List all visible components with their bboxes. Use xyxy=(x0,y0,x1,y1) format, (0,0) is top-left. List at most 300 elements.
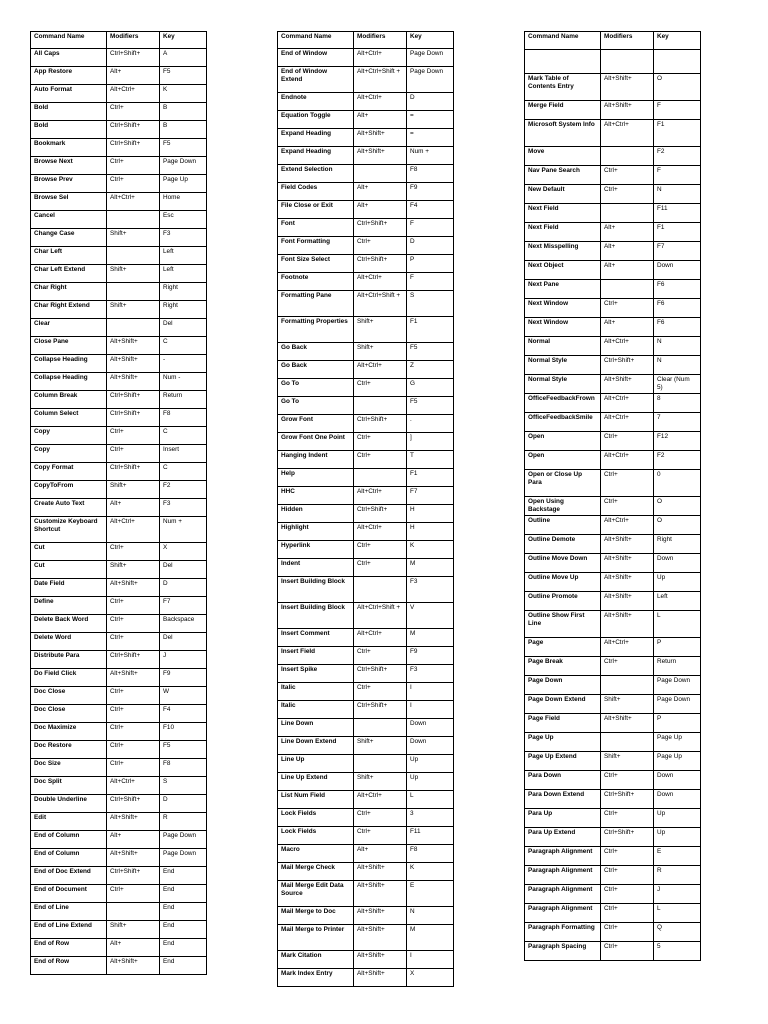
key-cell: F7 xyxy=(407,487,454,505)
table-row xyxy=(31,355,207,373)
modifiers-cell xyxy=(354,755,407,773)
key-cell: F xyxy=(407,219,454,237)
table-row xyxy=(278,67,454,93)
command-name-cell: Italic xyxy=(278,701,354,719)
key-cell: Page Down xyxy=(160,157,207,175)
command-name-cell: Doc Size xyxy=(31,759,107,777)
key-cell: W xyxy=(160,687,207,705)
table-row xyxy=(31,885,207,903)
modifiers-cell: Shift+ xyxy=(107,561,160,579)
key-cell: Down xyxy=(654,790,701,809)
command-name-cell: Font Formatting xyxy=(278,237,354,255)
modifiers-cell: Shift+ xyxy=(601,752,654,771)
modifiers-cell: Shift+ xyxy=(107,921,160,939)
command-name-cell: Indent xyxy=(278,559,354,577)
command-name-cell: Bold xyxy=(31,103,107,121)
table-row xyxy=(31,229,207,247)
modifiers-cell: Ctrl+ xyxy=(354,237,407,255)
key-cell: F1 xyxy=(407,317,454,343)
table-row xyxy=(278,237,454,255)
modifiers-cell: Ctrl+ xyxy=(107,543,160,561)
key-cell: R xyxy=(160,813,207,831)
key-cell: C xyxy=(160,463,207,481)
table-row xyxy=(31,193,207,211)
key-cell: P xyxy=(654,714,701,733)
command-name-cell: Endnote xyxy=(278,93,354,111)
key-cell: Backspace xyxy=(160,615,207,633)
command-name-cell: Page Up xyxy=(525,733,601,752)
key-cell: End xyxy=(160,939,207,957)
key-cell: I xyxy=(407,683,454,701)
modifiers-cell: Alt+Shift+ xyxy=(601,714,654,733)
modifiers-cell: Ctrl+Shift+ xyxy=(354,505,407,523)
command-name-cell: End of Window Extend xyxy=(278,67,354,93)
command-name-cell: Copy xyxy=(31,427,107,445)
modifiers-cell: Alt+ xyxy=(354,845,407,863)
table-row xyxy=(31,103,207,121)
command-name-cell: Browse Next xyxy=(31,157,107,175)
command-name-cell: Expand Heading xyxy=(278,129,354,147)
table-row xyxy=(31,373,207,391)
key-cell: Down xyxy=(407,737,454,755)
command-name-cell: Line Up xyxy=(278,755,354,773)
table-row xyxy=(31,921,207,939)
modifiers-cell xyxy=(601,280,654,299)
table-row xyxy=(525,752,701,771)
command-name-cell: App Restore xyxy=(31,67,107,85)
table-row xyxy=(525,573,701,592)
modifiers-cell: Alt+Shift+ xyxy=(601,554,654,573)
key-cell: Up xyxy=(407,773,454,791)
command-name-cell: Open xyxy=(525,432,601,451)
table-row xyxy=(278,809,454,827)
modifiers-cell: Ctrl+ xyxy=(107,157,160,175)
key-cell: X xyxy=(407,969,454,987)
key-cell: 8 xyxy=(654,394,701,413)
key-cell: Page Up xyxy=(160,175,207,193)
key-cell: F xyxy=(407,273,454,291)
key-cell xyxy=(654,50,701,74)
key-cell: P xyxy=(654,638,701,657)
modifiers-cell: Ctrl+ xyxy=(107,103,160,121)
command-name-cell: Nav Pane Search xyxy=(525,166,601,185)
table-row xyxy=(525,261,701,280)
table-row xyxy=(525,432,701,451)
modifiers-cell: Alt+Ctrl+ xyxy=(354,361,407,379)
key-cell: F3 xyxy=(407,577,454,603)
modifiers-cell: Ctrl+Shift+ xyxy=(107,409,160,427)
modifiers-cell: Ctrl+ xyxy=(354,451,407,469)
modifiers-cell: Alt+ xyxy=(601,242,654,261)
table-row xyxy=(31,687,207,705)
table-row xyxy=(525,242,701,261)
key-cell: Up xyxy=(654,809,701,828)
modifiers-cell: Alt+Ctrl+ xyxy=(354,487,407,505)
table-row xyxy=(31,669,207,687)
key-cell: J xyxy=(654,885,701,904)
command-name-cell: Mark Citation xyxy=(278,951,354,969)
command-name-cell: Copy Format xyxy=(31,463,107,481)
command-name-cell: End of Window xyxy=(278,49,354,67)
table-row xyxy=(525,942,701,961)
table-row xyxy=(525,101,701,120)
table-row xyxy=(525,535,701,554)
modifiers-cell: Ctrl+Shift+ xyxy=(107,795,160,813)
table-row xyxy=(278,737,454,755)
key-cell: F1 xyxy=(654,120,701,147)
table-row xyxy=(278,147,454,165)
key-cell: D xyxy=(407,237,454,255)
key-cell: = xyxy=(407,129,454,147)
command-name-cell: Hanging Indent xyxy=(278,451,354,469)
command-name-cell: Expand Heading xyxy=(278,147,354,165)
modifiers-cell: Ctrl+Shift+ xyxy=(601,356,654,375)
command-name-cell: Char Left xyxy=(31,247,107,265)
modifiers-cell: Alt+ xyxy=(107,939,160,957)
key-cell: F8 xyxy=(407,845,454,863)
key-cell: Left xyxy=(160,265,207,283)
key-cell: F6 xyxy=(654,318,701,337)
table-row xyxy=(278,291,454,317)
key-cell: Page Down xyxy=(407,49,454,67)
command-name-cell: Font Size Select xyxy=(278,255,354,273)
key-cell: F2 xyxy=(160,481,207,499)
command-name-cell: Double Underline xyxy=(31,795,107,813)
modifiers-cell xyxy=(354,469,407,487)
command-name-cell: Next Window xyxy=(525,299,601,318)
key-cell: F9 xyxy=(160,669,207,687)
key-cell: Page Down xyxy=(160,831,207,849)
command-name-cell: Italic xyxy=(278,683,354,701)
table-row xyxy=(31,867,207,885)
table-row xyxy=(31,831,207,849)
table-row xyxy=(31,481,207,499)
table-row xyxy=(278,397,454,415)
command-name-cell: New Default xyxy=(525,185,601,204)
command-name-cell: Page Down Extend xyxy=(525,695,601,714)
key-cell: K xyxy=(407,863,454,881)
key-cell: Home xyxy=(160,193,207,211)
table-row xyxy=(31,543,207,561)
modifiers-cell: Alt+Ctrl+Shift + xyxy=(354,291,407,317)
command-name-cell: Collapse Heading xyxy=(31,373,107,391)
command-name-cell: Hyperlink xyxy=(278,541,354,559)
table-row xyxy=(278,183,454,201)
key-cell: G xyxy=(407,379,454,397)
modifiers-cell: Alt+Ctrl+ xyxy=(601,413,654,432)
command-name-cell: Line Up Extend xyxy=(278,773,354,791)
key-cell: F5 xyxy=(160,741,207,759)
command-name-cell: Create Auto Text xyxy=(31,499,107,517)
modifiers-cell: Ctrl+ xyxy=(354,647,407,665)
table-row xyxy=(278,701,454,719)
table-row xyxy=(278,111,454,129)
command-name-header: Command Name xyxy=(278,32,354,49)
table-row xyxy=(278,863,454,881)
command-name-cell: Next Field xyxy=(525,223,601,242)
key-cell: F8 xyxy=(160,409,207,427)
command-name-cell: Open or Close Up Para xyxy=(525,470,601,497)
modifiers-cell: Shift+ xyxy=(354,317,407,343)
command-name-cell: Close Pane xyxy=(31,337,107,355)
table-row xyxy=(278,951,454,969)
modifiers-cell: Alt+Shift+ xyxy=(601,74,654,101)
command-name-cell: Grow Font xyxy=(278,415,354,433)
key-cell: I xyxy=(407,951,454,969)
table-row xyxy=(525,394,701,413)
key-cell: B xyxy=(160,103,207,121)
table-row xyxy=(525,638,701,657)
command-name-cell: Collapse Heading xyxy=(31,355,107,373)
modifiers-cell xyxy=(107,903,160,921)
modifiers-cell: Alt+Shift+ xyxy=(107,579,160,597)
command-name-cell: OfficeFeedbackSmile xyxy=(525,413,601,432)
key-cell: F8 xyxy=(160,759,207,777)
table-row xyxy=(31,427,207,445)
command-name-cell: All Caps xyxy=(31,49,107,67)
command-name-cell: Mail Merge Check xyxy=(278,863,354,881)
command-name-cell: Field Codes xyxy=(278,183,354,201)
command-name-cell: End of Line Extend xyxy=(31,921,107,939)
key-cell: F11 xyxy=(407,827,454,845)
modifiers-cell: Ctrl+Shift+ xyxy=(107,139,160,157)
modifiers-cell xyxy=(601,733,654,752)
table-row xyxy=(31,247,207,265)
command-name-cell: End of Document xyxy=(31,885,107,903)
modifiers-cell: Alt+ xyxy=(107,499,160,517)
table-row xyxy=(278,415,454,433)
table-row xyxy=(525,516,701,535)
table-row xyxy=(278,907,454,925)
table-row xyxy=(31,723,207,741)
modifiers-cell: Alt+ xyxy=(354,111,407,129)
modifiers-cell: Alt+Shift+ xyxy=(354,881,407,907)
table-row xyxy=(278,755,454,773)
table-row xyxy=(278,881,454,907)
key-cell: 7 xyxy=(654,413,701,432)
command-name-cell: Next Pane xyxy=(525,280,601,299)
modifiers-cell: Shift+ xyxy=(107,481,160,499)
table-row xyxy=(278,201,454,219)
table-row xyxy=(31,409,207,427)
table-row xyxy=(525,74,701,101)
command-name-cell: Cut xyxy=(31,543,107,561)
command-name-cell: Outline Promote xyxy=(525,592,601,611)
key-cell: F xyxy=(654,166,701,185)
modifiers-cell: Alt+Shift+ xyxy=(601,573,654,592)
modifiers-cell: Shift+ xyxy=(601,695,654,714)
modifiers-cell: Ctrl+ xyxy=(107,885,160,903)
table-row xyxy=(525,337,701,356)
table-row xyxy=(31,741,207,759)
table-row xyxy=(278,93,454,111)
command-name-cell: Next Misspelling xyxy=(525,242,601,261)
command-name-cell: Para Up xyxy=(525,809,601,828)
table-row xyxy=(278,219,454,237)
table-row xyxy=(525,147,701,166)
modifiers-cell: Alt+Ctrl+ xyxy=(601,394,654,413)
table-row xyxy=(31,265,207,283)
table-row xyxy=(31,777,207,795)
modifiers-cell: Ctrl+Shift+ xyxy=(354,219,407,237)
modifiers-cell: Alt+ xyxy=(354,183,407,201)
modifiers-cell: Ctrl+Shift+ xyxy=(601,828,654,847)
modifiers-cell xyxy=(107,319,160,337)
command-name-cell: Column Select xyxy=(31,409,107,427)
command-name-cell: Equation Toggle xyxy=(278,111,354,129)
command-name-cell: Font xyxy=(278,219,354,237)
key-cell: D xyxy=(407,93,454,111)
command-name-cell: Paragraph Alignment xyxy=(525,904,601,923)
key-cell: 3 xyxy=(407,809,454,827)
key-cell: End xyxy=(160,957,207,975)
modifiers-cell: Ctrl+Shift+ xyxy=(107,463,160,481)
command-name-cell: Insert Field xyxy=(278,647,354,665)
command-name-cell: End of Row xyxy=(31,957,107,975)
key-cell: F7 xyxy=(654,242,701,261)
command-name-cell: Line Down xyxy=(278,719,354,737)
table-row xyxy=(31,759,207,777)
modifiers-cell: Ctrl+ xyxy=(354,433,407,451)
table-row xyxy=(525,318,701,337)
modifiers-cell: Ctrl+ xyxy=(601,470,654,497)
key-cell: L xyxy=(407,791,454,809)
key-cell: Right xyxy=(160,283,207,301)
table-row xyxy=(525,451,701,470)
modifiers-cell: Alt+ xyxy=(354,201,407,219)
key-header: Key xyxy=(654,32,701,50)
modifiers-cell: Alt+ xyxy=(601,318,654,337)
key-cell: O xyxy=(654,497,701,516)
key-cell: F xyxy=(654,101,701,120)
command-name-cell: End of Column xyxy=(31,849,107,867)
table-row xyxy=(525,923,701,942)
table-header-row xyxy=(278,32,454,49)
command-name-cell: Page Break xyxy=(525,657,601,676)
table-row xyxy=(278,469,454,487)
table-row xyxy=(525,185,701,204)
table-row xyxy=(525,120,701,147)
modifiers-cell: Ctrl+ xyxy=(107,723,160,741)
table-row xyxy=(278,827,454,845)
key-cell: 5 xyxy=(654,942,701,961)
key-cell: F5 xyxy=(160,67,207,85)
key-cell: Return xyxy=(654,657,701,676)
modifiers-cell: Shift+ xyxy=(354,773,407,791)
modifiers-cell: Ctrl+ xyxy=(601,923,654,942)
command-name-cell: Para Down Extend xyxy=(525,790,601,809)
modifiers-cell: Ctrl+ xyxy=(354,827,407,845)
command-name-cell: Formatting Pane xyxy=(278,291,354,317)
table-row xyxy=(31,651,207,669)
modifiers-cell xyxy=(354,165,407,183)
command-name-cell: Move xyxy=(525,147,601,166)
command-name-cell: Highlight xyxy=(278,523,354,541)
table-row xyxy=(31,85,207,103)
command-name-cell: Cancel xyxy=(31,211,107,229)
key-cell: T xyxy=(407,451,454,469)
modifiers-cell: Ctrl+ xyxy=(601,657,654,676)
modifiers-cell: Ctrl+ xyxy=(601,847,654,866)
modifiers-cell: Ctrl+Shift+ xyxy=(107,867,160,885)
command-name-cell: Distribute Para xyxy=(31,651,107,669)
command-name-header: Command Name xyxy=(525,32,601,50)
command-name-cell: Doc Split xyxy=(31,777,107,795)
table-row xyxy=(31,849,207,867)
command-name-cell: Cut xyxy=(31,561,107,579)
command-name-cell: Next Window xyxy=(525,318,601,337)
table-row xyxy=(525,611,701,638)
command-name-header: Command Name xyxy=(31,32,107,49)
key-cell: N xyxy=(654,356,701,375)
modifiers-cell: Alt+Shift+ xyxy=(354,969,407,987)
table-row xyxy=(31,175,207,193)
key-cell: M xyxy=(407,559,454,577)
key-cell: F5 xyxy=(160,139,207,157)
table-row xyxy=(278,49,454,67)
key-cell: B xyxy=(160,121,207,139)
table-row xyxy=(31,813,207,831)
table-row xyxy=(31,561,207,579)
key-cell: ] xyxy=(407,433,454,451)
key-cell: D xyxy=(160,579,207,597)
key-cell: F2 xyxy=(654,451,701,470)
table-row xyxy=(31,391,207,409)
command-name-cell: Insert Building Block xyxy=(278,577,354,603)
command-name-cell: Go Back xyxy=(278,361,354,379)
shortcut-table-3 xyxy=(524,31,701,961)
table-row xyxy=(525,695,701,714)
command-name-cell: Paragraph Alignment xyxy=(525,847,601,866)
modifiers-cell: Ctrl+ xyxy=(601,904,654,923)
key-cell: End xyxy=(160,921,207,939)
key-cell: F6 xyxy=(654,280,701,299)
modifiers-cell: Alt+Shift+ xyxy=(354,129,407,147)
key-cell: X xyxy=(160,543,207,561)
command-name-cell: Footnote xyxy=(278,273,354,291)
command-name-cell: Define xyxy=(31,597,107,615)
command-name-cell: Go To xyxy=(278,379,354,397)
modifiers-cell: Alt+Shift+ xyxy=(601,101,654,120)
table-row xyxy=(278,273,454,291)
modifiers-cell: Alt+Ctrl+Shift + xyxy=(354,67,407,93)
modifiers-cell: Ctrl+Shift+ xyxy=(107,391,160,409)
key-cell: L xyxy=(654,611,701,638)
modifiers-cell: Alt+Shift+ xyxy=(601,592,654,611)
table-row xyxy=(525,166,701,185)
modifiers-cell: Alt+ xyxy=(107,67,160,85)
modifiers-cell: Alt+Ctrl+ xyxy=(601,337,654,356)
command-name-cell: Para Up Extend xyxy=(525,828,601,847)
key-cell: H xyxy=(407,505,454,523)
modifiers-cell xyxy=(601,147,654,166)
table-row xyxy=(525,866,701,885)
modifiers-cell: Shift+ xyxy=(107,265,160,283)
table-row xyxy=(278,487,454,505)
modifiers-cell: Ctrl+ xyxy=(601,432,654,451)
table-row xyxy=(278,647,454,665)
key-cell: E xyxy=(654,847,701,866)
modifiers-cell: Alt+Ctrl+ xyxy=(107,777,160,795)
table-row xyxy=(31,615,207,633)
table-row xyxy=(525,733,701,752)
command-name-cell: Clear xyxy=(31,319,107,337)
command-name-cell: Line Down Extend xyxy=(278,737,354,755)
command-name-cell: Grow Font One Point xyxy=(278,433,354,451)
modifiers-cell: Ctrl+ xyxy=(107,445,160,463)
modifiers-cell: Ctrl+Shift+ xyxy=(354,415,407,433)
key-cell: Return xyxy=(160,391,207,409)
